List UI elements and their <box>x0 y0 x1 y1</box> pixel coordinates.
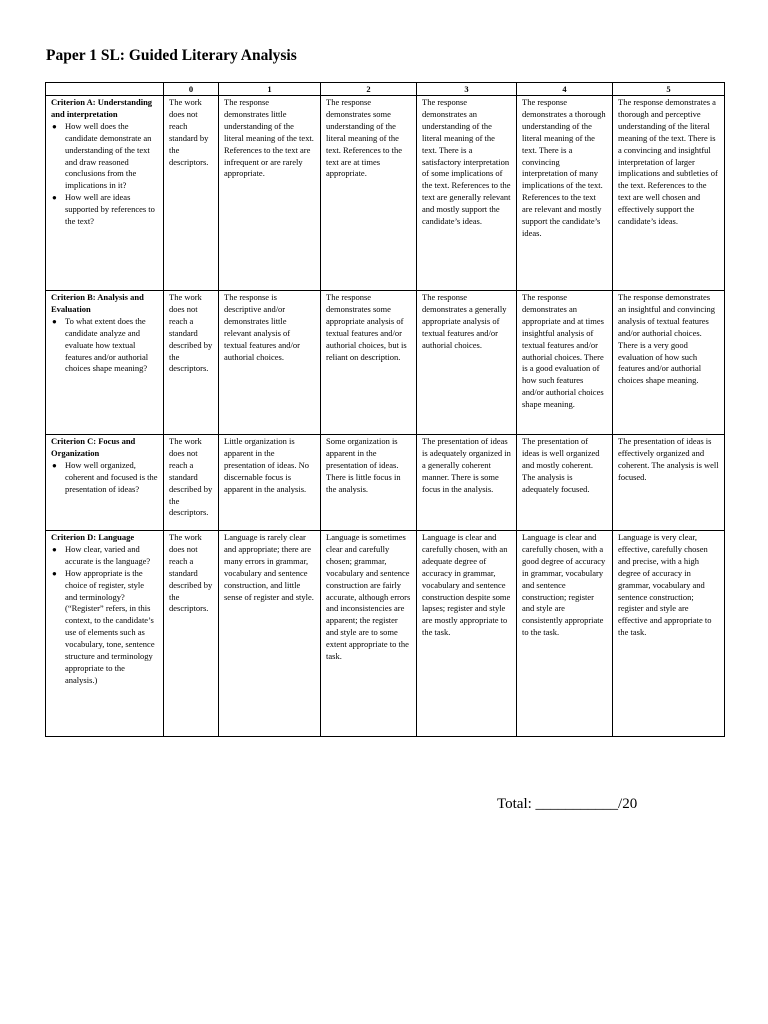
criterion-d-questions <box>51 544 158 687</box>
criterion-d-level-1: Language is rarely clear and appropriate; there are many errors in grammar, vocabulary and sentence construction, and little sense of register and style. <box>219 531 321 737</box>
criterion-d-question: ● How appropriate is the choice of register, style and terminology? (“Register” refers, in this context, to the candidate’s use of elements such as vocabulary, tone, sentence structure and terminology appropriate to the analysis.) <box>51 568 158 687</box>
criterion-b-level-4: The response demonstrates an appropriate and at times insightful analysis of textual features and/or authorial choices. There is a good evaluation of how such features and/or authorial choices shape meaning. <box>517 291 613 435</box>
criterion-a-level-4: The response demonstrates a thorough understanding of the literal meaning of the text. There is a convincing interpretation of many implications of the text. References to the text are relevant and mostly support the candidate’s ideas. <box>517 96 613 291</box>
criterion-b-level-2: The response demonstrates some appropriate analysis of textual features and/or authorial choices, but is reliant on description. <box>321 291 417 435</box>
criterion-a-level-5: The response demonstrates a thorough and perceptive understanding of the literal meaning of the text. There is a convincing and insightful interpretation of larger implications and subtleties of the text. References to the text are well chosen and effectively support the candidate’s ideas. <box>613 96 725 291</box>
header-level-2: 2 <box>321 83 417 96</box>
criterion-b-row <box>46 291 725 435</box>
criterion-d-level-4: Language is clear and carefully chosen, with a good degree of accuracy in grammar, vocabulary and sentence construction; register and style are consistently appropriate to the task. <box>517 531 613 737</box>
criterion-a-level-2: The response demonstrates some understanding of the literal meaning of the text. References to the text are at times appropriate. <box>321 96 417 291</box>
criterion-d-title: Criterion D: Language <box>51 532 135 542</box>
criterion-b-level-1: The response is descriptive and/or demonstrates little relevant analysis of textual features and/or authorial choices. <box>219 291 321 435</box>
criterion-d-level-2: Language is sometimes clear and carefully chosen; grammar, vocabulary and sentence construction are fairly accurate, although errors and inconsistencies are apparent; the register and style are to some extent appropriate to the task. <box>321 531 417 737</box>
criterion-d-cell <box>46 531 164 737</box>
criterion-c-level-3: The presentation of ideas is adequately organized in a generally coherent manner. There is some focus in the analysis. <box>417 435 517 531</box>
criterion-c-cell <box>46 435 164 531</box>
criterion-b-cell <box>46 291 164 435</box>
total-score-line: Total: ___________/20 <box>497 796 638 812</box>
criterion-a-questions <box>51 121 158 228</box>
header-level-5: 5 <box>613 83 725 96</box>
criterion-a-question: ● How well does the candidate demonstrate an understanding of the text and draw reasoned conclusions from the implications in it? <box>51 121 158 192</box>
criterion-c-level-5: The presentation of ideas is effectively organized and coherent. The analysis is well focused. <box>613 435 725 531</box>
criterion-b-questions <box>51 316 158 376</box>
criterion-c-questions <box>51 460 158 496</box>
criterion-c-question: ● How well organized, coherent and focused is the presentation of ideas? <box>51 460 158 496</box>
criterion-d-level-5: Language is very clear, effective, carefully chosen and precise, with a high degree of accuracy in grammar, vocabulary and sentence construction; register and style are effective and appropriate to the task. <box>613 531 725 737</box>
criterion-c-row <box>46 435 725 531</box>
criterion-c-level-2: Some organization is apparent in the presentation of ideas. There is little focus in the analysis. <box>321 435 417 531</box>
page-title: Paper 1 SL: Guided Literary Analysis <box>46 47 297 64</box>
header-level-4: 4 <box>517 83 613 96</box>
criterion-a-level-1: The response demonstrates little understanding of the literal meaning of the text. References to the text are infrequent or are rarely appropriate. <box>219 96 321 291</box>
criterion-d-row <box>46 531 725 737</box>
header-level-0: 0 <box>164 83 219 96</box>
criterion-b-level-0: The work does not reach a standard described by the descriptors. <box>164 291 219 435</box>
criterion-c-level-0: The work does not reach a standard described by the descriptors. <box>164 435 219 531</box>
criterion-a-level-0: The work does not reach standard by the descriptors. <box>164 96 219 291</box>
criterion-d-question: ● How clear, varied and accurate is the language? <box>51 544 158 568</box>
criterion-c-title: Criterion C: Focus and Organization <box>51 436 136 458</box>
rubric-table <box>45 82 725 737</box>
criterion-b-title: Criterion B: Analysis and Evaluation <box>51 292 144 314</box>
header-row <box>46 83 725 96</box>
criterion-a-title: Criterion A: Understanding and interpretation <box>51 97 153 119</box>
criterion-b-level-5: The response demonstrates an insightful and convincing analysis of textual features and/or authorial choices. There is a very good evaluation of how such features and/or authorial choices shape meaning. <box>613 291 725 435</box>
criterion-d-level-3: Language is clear and carefully chosen, with an adequate degree of accuracy in grammar, vocabulary and sentence construction despite some lapses; register and style are mostly appropriate to the task. <box>417 531 517 737</box>
criterion-a-cell <box>46 96 164 291</box>
header-level-1: 1 <box>219 83 321 96</box>
criterion-c-level-1: Little organization is apparent in the presentation of ideas. No discernable focus is apparent in the analysis. <box>219 435 321 531</box>
criterion-b-question: ● To what extent does the candidate analyze and evaluate how textual features and/or authorial choices shape meaning? <box>51 316 158 376</box>
header-level-3: 3 <box>417 83 517 96</box>
criterion-b-level-3: The response demonstrates a generally appropriate analysis of textual features and/or authorial choices. <box>417 291 517 435</box>
criterion-a-row <box>46 96 725 291</box>
criterion-c-level-4: The presentation of ideas is well organized and mostly coherent. The analysis is adequately focused. <box>517 435 613 531</box>
criterion-a-level-3: The response demonstrates an understanding of the literal meaning of the text. There is a satisfactory interpretation of some implications of the text. References to the text are generally relevant and mostly support the candidate’s ideas. <box>417 96 517 291</box>
criterion-a-question: ● How well are ideas supported by references to the text? <box>51 192 158 228</box>
criterion-d-level-0: The work does not reach a standard described by the descriptors. <box>164 531 219 737</box>
header-criterion <box>46 83 164 96</box>
